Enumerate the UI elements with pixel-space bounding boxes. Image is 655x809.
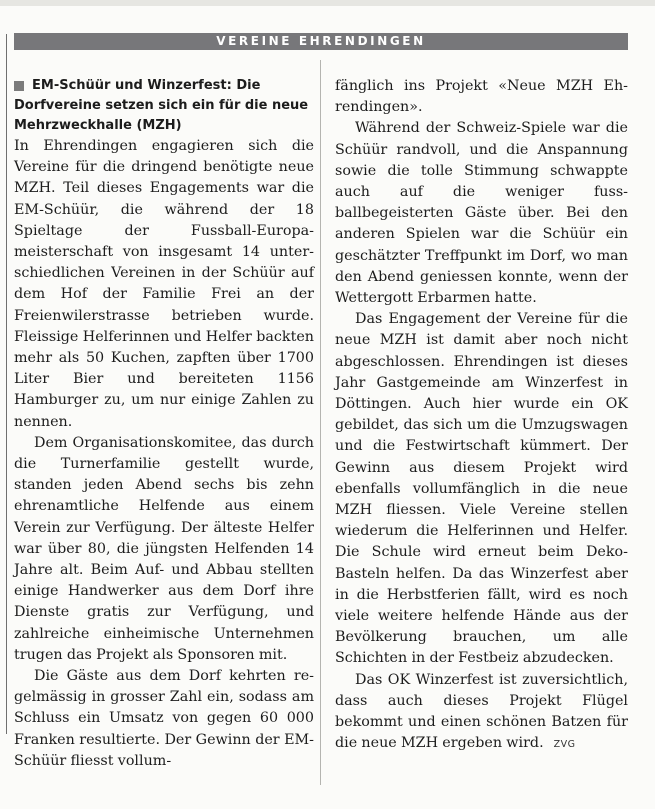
headline-square-bullet-icon [14,81,24,91]
article-paragraph: Dem Organisationskomitee, das durch die Turnerfamilie gestellt wurde, standen jeden Abend sechs bis zehn ehrenamtliche Helfende aus einem Verein zur Verfügung. Der älteste Helfer war über 80, die jüngsten Helfenden 14 Jahre alt. Beim Auf- und Abbau stellten einige Handwerker aus dem Dorf ihre Dienste gratis zur Verfügung, und zahlreiche einheimische Unternehmen trugen das Projekt als Sponsoren mit. [14,434,314,663]
article-column-left [14,76,314,772]
article-column-right [335,76,628,756]
article-paragraph: Die Gäste aus dem Dorf kehrten regelmässig in grosser Zahl ein, sodass am Schluss ein Umsatz von gegen 60 000 Franken resultierte. Der Gewinn der EM-Schüür fliesst vollum- [14,668,314,769]
article-headline: EM-Schüür und Winzerfest: Die Dorfvereine setzen sich ein für die neue Mehrzweckhalle (MZH) [14,78,309,133]
left-margin-rule [6,34,7,734]
page-top-border [0,0,655,6]
article-paragraph: Das Engagement der Vereine für die neue MZH ist damit aber noch nicht abgeschlossen. Ehrendingen ist dieses Jahr Gastgemeinde am Winzerfest in Döttingen. Auch hier wurde ein OK gebildet, das sich um die Umzugswagen und die Festwirtschaft kümmert. Der Gewinn aus diesem Projekt wird ebenfalls vollumfänglich in die neue MZH fliessen. Viele Vereine stellen wiederum die Helferinnen und Helfer. Die Schule wird erneut beim Deko-Basteln helfen. Da das Winzerfest aber in die Herbstferien fällt, wird es noch viele weitere helfende Hände aus der Bevölkerung brauchen, um alle Schichten in der Festbeiz abzudecken. [335,311,628,667]
section-title: VEREINE EHRENDINGEN [216,34,426,48]
article-paragraph: In Ehrendingen engagieren sich die Vereine für die dringend benötigte neue MZH. Teil dieses Engagements war die EM-Schüür, die während der 18 Spieltage der Fussball-Europameisterschaft von insgesamt 14 unterschiedlichen Vereinen in der Schüür auf dem Hof der Familie Frei an der Freienwilerstrasse betrieben wurde. Fleissige Helferinnen und Helfer backten mehr als 50 Kuchen, zapften über 1700 Liter Bier und bereiteten 1156 Hamburger zu, um nur einige Zahlen zu nennen. [14,138,314,430]
article-headline-block [14,76,314,136]
photo-credit-byline: ZVG [553,739,576,751]
section-header-bar [14,33,628,50]
article-paragraph-final-text: Das OK Winzerfest ist zuversichtlich, dass auch dieses Projekt Flügel bekommt und einen schönen Batzen für die neue MZH ergeben wird. [335,671,628,752]
column-divider [320,60,321,785]
article-paragraph-final [335,670,628,756]
article-paragraph: Während der Schweiz-Spiele war die Schüür randvoll, und die Anspannung sowie die tolle Stimmung schwappte auch auf die weniger fussballbegeisterten Gäste über. Bei den anderen Spielen war die Schüür ein geschätzter Treffpunkt im Dorf, wo man den Abend geniessen konnte, wenn der Wettergott Erbarmen hatte. [335,120,628,307]
article-paragraph: fänglich ins Projekt «Neue MZH Ehrendingen». [335,78,628,116]
